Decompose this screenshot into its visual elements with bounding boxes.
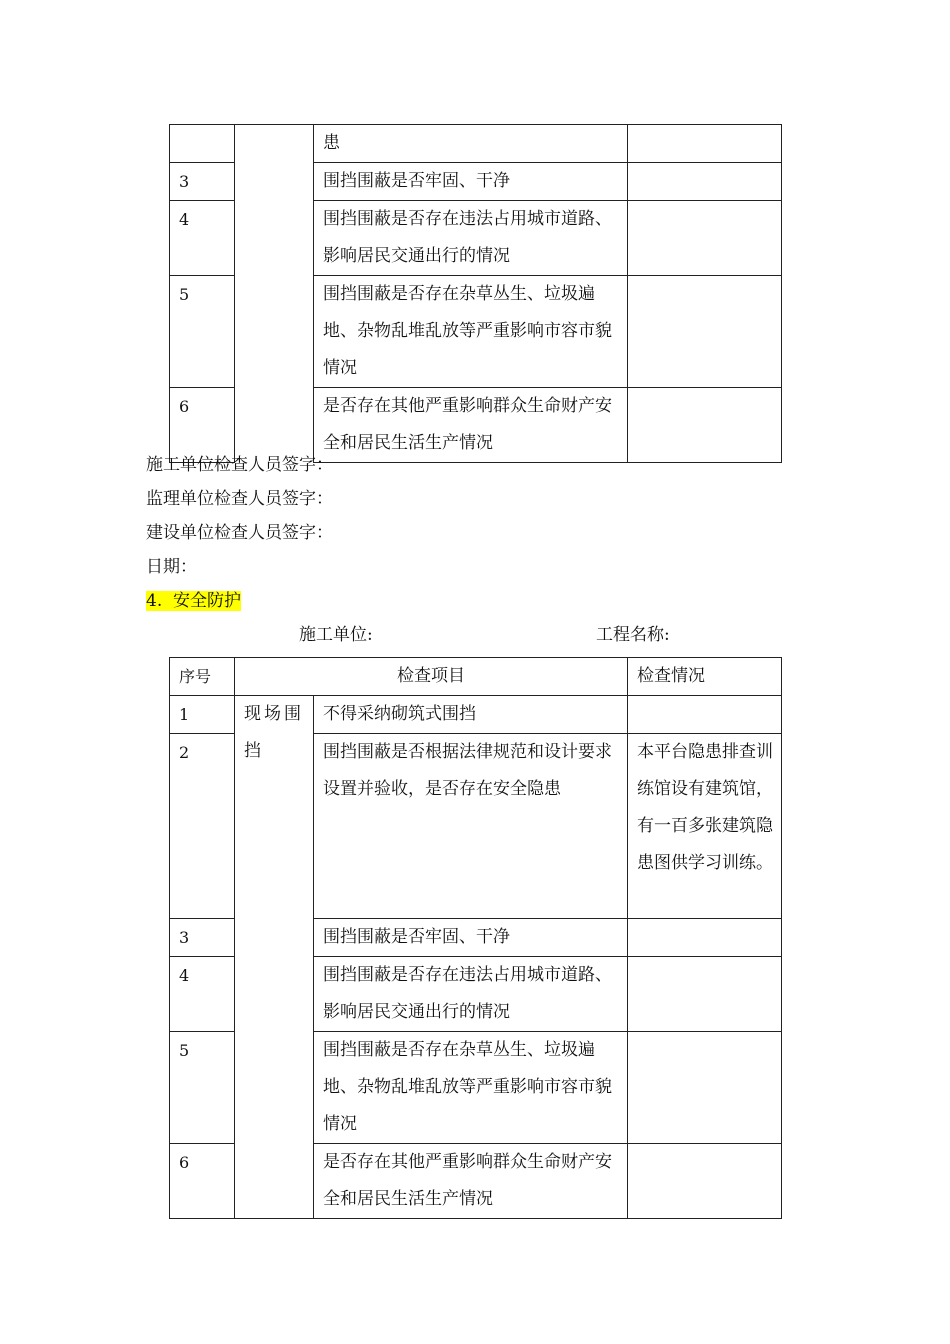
row-number: 1 [170, 696, 235, 734]
check-item: 是否存在其他严重影响群众生命财产安全和居民生活生产情况 [314, 1144, 628, 1219]
check-result [628, 1144, 782, 1219]
row-number: 5 [170, 1032, 235, 1144]
check-result: 本平台隐患排查训练馆设有建筑馆，有一百多张建筑隐患图供学习训练。 [628, 734, 782, 919]
check-item: 围挡围蔽是否牢固、干净 [314, 163, 628, 201]
check-result [628, 276, 782, 388]
category-cell [235, 125, 314, 463]
check-item: 不得采纳砌筑式围挡 [314, 696, 628, 734]
table-header-row [170, 658, 782, 696]
row-number [170, 125, 235, 163]
header-no: 序号 [170, 658, 235, 696]
section-heading [146, 590, 241, 612]
check-result [628, 388, 782, 463]
check-result [628, 163, 782, 201]
header-result: 检查情况 [628, 658, 782, 696]
row-number: 4 [170, 201, 235, 276]
check-item: 围挡围蔽是否存在杂草丛生、垃圾遍地、杂物乱堆乱放等严重影响市容市貌情况 [314, 1032, 628, 1144]
check-result [628, 125, 782, 163]
row-number: 3 [170, 163, 235, 201]
section-title: 安全防护 [173, 591, 242, 611]
section-number: 4. [146, 591, 163, 611]
signature-supervision: 监理单位检查人员签字： [146, 489, 333, 509]
check-result [628, 1032, 782, 1144]
table-row [170, 125, 782, 163]
signature-construction: 施工单位检查人员签字： [146, 455, 333, 475]
row-number: 3 [170, 919, 235, 957]
project-name-label: 工程名称: [596, 625, 670, 645]
row-number: 6 [170, 1144, 235, 1219]
category-cell [235, 696, 314, 1219]
check-result [628, 957, 782, 1032]
check-item: 围挡围蔽是否存在违法占用城市道路、影响居民交通出行的情况 [314, 957, 628, 1032]
construction-unit-label: 施工单位: [299, 625, 373, 645]
safety-inspection-table [169, 657, 782, 1219]
check-result [628, 201, 782, 276]
signature-date: 日期： [146, 557, 197, 577]
row-number: 5 [170, 276, 235, 388]
signature-owner: 建设单位检查人员签字： [146, 523, 333, 543]
row-number: 2 [170, 734, 235, 919]
check-item: 围挡围蔽是否存在违法占用城市道路、影响居民交通出行的情况 [314, 201, 628, 276]
header-item: 检查项目 [235, 658, 628, 696]
check-result [628, 696, 782, 734]
check-item: 围挡围蔽是否牢固、干净 [314, 919, 628, 957]
row-number: 6 [170, 388, 235, 463]
check-result [628, 919, 782, 957]
check-item: 围挡围蔽是否存在杂草丛生、垃圾遍地、杂物乱堆乱放等严重影响市容市貌情况 [314, 276, 628, 388]
table-row [170, 696, 782, 734]
check-item: 患 [314, 125, 628, 163]
check-item: 围挡围蔽是否根据法律规范和设计要求设置并验收，是否存在安全隐患 [314, 734, 628, 919]
check-item: 是否存在其他严重影响群众生命财产安全和居民生活生产情况 [314, 388, 628, 463]
row-number: 4 [170, 957, 235, 1032]
category-label: 现场围挡 [244, 704, 304, 761]
inspection-table-continued [169, 124, 782, 463]
